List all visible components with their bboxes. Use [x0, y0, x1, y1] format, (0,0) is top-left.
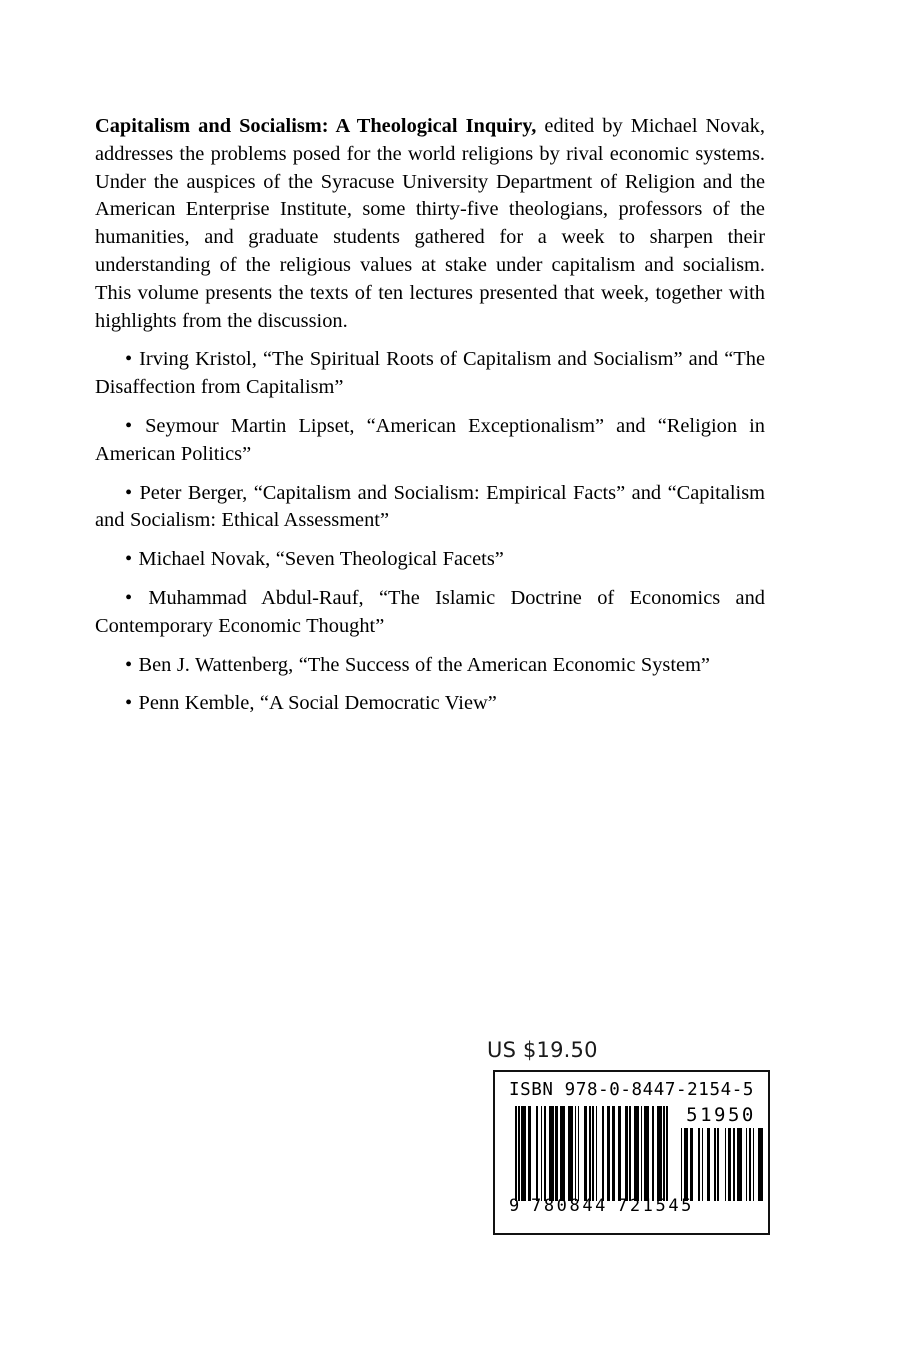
price-label: US $19.50 [487, 1038, 598, 1062]
ean5-addon-barcode [679, 1128, 763, 1201]
lecture-item [95, 546, 765, 574]
blurb-lead-paragraph [95, 113, 765, 335]
lecture-item [95, 346, 765, 402]
ean-right-group: 721545 [617, 1196, 695, 1216]
ean13-barcode [515, 1106, 668, 1201]
barcode-block [493, 1070, 770, 1235]
lecture-item-label: Seymour Martin Lipset, “American Exceptionalism” and “Religion in American Politics” [95, 414, 765, 465]
bullet-icon: • [125, 548, 133, 571]
blurb-text-block [95, 113, 765, 718]
ean-left-group: 780844 [531, 1196, 609, 1216]
lecture-item-label: Muhammad Abdul-Rauf, “The Islamic Doctrine of Economics and Contemporary Economic Thought” [95, 586, 765, 637]
addon-digits-text: 51950 [686, 1104, 756, 1126]
lecture-item-label: Peter Berger, “Capitalism and Socialism: Empirical Facts” and “Capitalism and Socialism: Ethical Assessment” [95, 481, 765, 532]
lecture-item [95, 690, 765, 718]
bullet-icon: • [125, 348, 133, 371]
bullet-icon: • [125, 414, 133, 437]
blurb-lead-body: edited by Michael Novak, addresses the problems posed for the world religions by rival economic systems. Under the auspices of the Syracuse University Department of Religion and the American Enterprise Institute, some thirty-five theologians, professors of the humanities, and graduate students gathered for a week to sharpen their understanding of the religious values at stake under capitalism and socialism. This volume presents the texts of ten lectures presented that week, together with highlights from the discussion. [95, 115, 765, 332]
lecture-item [95, 480, 765, 536]
lecture-item [95, 652, 765, 680]
lecture-item [95, 585, 765, 641]
bullet-icon: • [125, 481, 133, 504]
ean-lead-digit: 9 [509, 1196, 520, 1216]
book-title: Capitalism and Socialism: A Theological Inquiry, [95, 115, 537, 137]
lecture-item [95, 413, 765, 469]
lecture-item-label: Ben J. Wattenberg, “The Success of the American Economic System” [138, 653, 710, 676]
bullet-icon: • [125, 586, 133, 609]
lecture-item-label: Penn Kemble, “A Social Democratic View” [138, 692, 497, 715]
bullet-icon: • [125, 692, 133, 715]
lecture-item-label: Michael Novak, “Seven Theological Facets” [138, 548, 504, 571]
bullet-icon: • [125, 653, 133, 676]
lecture-item-label: Irving Kristol, “The Spiritual Roots of Capitalism and Socialism” and “The Disaffection from Capitalism” [95, 348, 765, 399]
isbn-text: ISBN 978-0-8447-2154-5 [509, 1080, 754, 1100]
